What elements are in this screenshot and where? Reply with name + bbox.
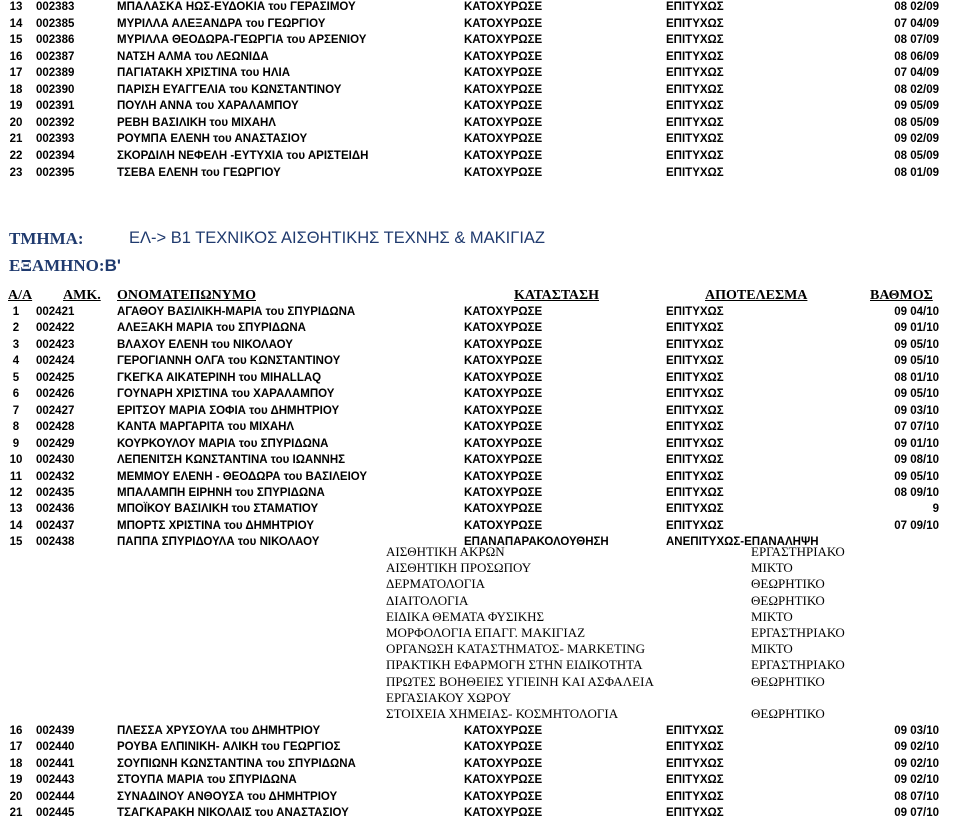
row-amk: 002429	[36, 437, 75, 450]
row-name: ΜΠΟΡΤΣ ΧΡΙΣΤΙΝΑ του ΔΗΜΗΤΡΙΟΥ	[117, 519, 315, 532]
row-state: ΚΑΤΟΧΥΡΩΣΕ	[464, 503, 543, 516]
row-grade: 09 05/10	[894, 338, 939, 351]
row-grade: 09 08/10	[894, 454, 939, 467]
row-state: ΚΑΤΟΧΥΡΩΣΕ	[464, 519, 543, 532]
row-grade: 08 01/09	[894, 166, 939, 179]
table-row	[0, 32, 960, 48]
row-amk: 002392	[36, 116, 75, 129]
row-name: ΚΑΝΤΑ ΜΑΡΓΑΡΙΤΑ του ΜΙΧΑΗΛ	[117, 421, 295, 434]
row-amk: 002427	[36, 404, 75, 417]
subject-name: ΕΙΔΙΚΑ ΘΕΜΑΤΑ ΦΥΣΙΚΗΣ	[386, 608, 545, 624]
row-number: 16	[9, 725, 23, 737]
row-name: ΣΥΝΑΔΙΝΟΥ ΑΝΘΟΥΣΑ του ΔΗΜΗΤΡΙΟΥ	[117, 790, 338, 803]
row-number: 22	[9, 149, 23, 162]
table-row	[0, 469, 960, 485]
row-name: ΒΛΑΧΟΥ ΕΛΕΝΗ του ΝΙΚΟΛΑΟΥ	[117, 338, 293, 351]
table-row	[0, 403, 960, 419]
row-number: 6	[12, 388, 20, 401]
row-grade: 09 05/10	[894, 388, 939, 401]
row-state: ΚΑΤΟΧΥΡΩΣΕ	[464, 725, 543, 737]
row-result: ΕΠΙΤΥΧΩΣ	[666, 322, 724, 335]
table-header	[0, 288, 960, 304]
subject-type: ΕΡΓΑΣΤΗΡΙΑΚΟ	[751, 657, 845, 673]
subject-type: ΕΡΓΑΣΤΗΡΙΑΚΟ	[751, 625, 845, 640]
row-grade: 08 07/10	[894, 790, 939, 803]
row-number: 13	[9, 1, 23, 13]
row-grade: 08 09/10	[894, 486, 939, 499]
row-name: ΠΟΥΛΗ ΑΝΝΑ του ΧΑΡΑΛΑΜΠΟΥ	[117, 100, 299, 113]
row-state: ΚΑΤΟΧΥΡΩΣΕ	[464, 388, 543, 401]
row-result: ΕΠΙΤΥΧΩΣ	[666, 34, 724, 47]
row-grade: 09 03/10	[894, 404, 939, 417]
row-grade: 09 02/09	[894, 133, 939, 146]
row-result: ΕΠΙΤΥΧΩΣ	[666, 437, 724, 450]
table-row	[0, 501, 960, 517]
row-name: ΤΣΕΒΑ ΕΛΕΝΗ του ΓΕΩΡΓΙΟΥ	[117, 166, 281, 179]
row-state: ΚΑΤΟΧΥΡΩΣΕ	[464, 83, 543, 96]
row-grade: 07 04/09	[894, 17, 939, 30]
row-name: ΜΕΜΜΟΥ ΕΛΕΝΗ - ΘΕΟΔΩΡΑ του ΒΑΣΙΛΕΙΟΥ	[117, 470, 368, 483]
table-row	[0, 320, 960, 336]
subject-type: ΜΙΚΤΟ	[751, 608, 793, 624]
row-grade: 08 05/09	[894, 116, 939, 129]
row-name: ΜΥΡΙΛΛΑ ΘΕΟΔΩΡΑ-ΓΕΩΡΓΙΑ του ΑΡΣΕΝΙΟΥ	[117, 34, 367, 47]
row-name: ΚΟΥΡΚΟΥΛΟΥ ΜΑΡΙΑ του ΣΠΥΡΙΔΩΝΑ	[117, 437, 329, 450]
row-result: ΕΠΙΤΥΧΩΣ	[666, 371, 724, 384]
row-amk: 002441	[36, 757, 75, 770]
row-grade: 07 07/10	[894, 421, 939, 434]
row-amk: 002395	[36, 166, 75, 179]
row-result: ΕΠΙΤΥΧΩΣ	[666, 100, 724, 113]
row-amk: 002438	[36, 536, 75, 549]
row-result: ΕΠΙΤΥΧΩΣ	[666, 470, 724, 483]
row-grade: 07 04/09	[894, 67, 939, 80]
semester-label	[9, 256, 121, 276]
table-row	[0, 723, 960, 739]
row-name: ΑΛΕΞΑΚΗ ΜΑΡΙΑ του ΣΠΥΡΙΔΩΝΑ	[117, 322, 306, 335]
row-number: 13	[9, 503, 23, 516]
subject-type: ΘΕΩΡΗΤΙΚΟ	[751, 576, 825, 592]
header-name: ΟΝΟΜΑΤΕΠΩΝΥΜΟ	[117, 288, 256, 303]
tmima-value: ΕΛ-> Β1 ΤΕΧΝΙΚΟΣ ΑΙΣΘΗΤΙΚΗΣ ΤΕΧΝΗΣ & ΜΑΚΙΓΙΑΖ	[129, 229, 546, 247]
row-number: 18	[9, 757, 23, 770]
row-state: ΚΑΤΟΧΥΡΩΣΕ	[464, 371, 543, 384]
row-grade: 9	[932, 503, 939, 516]
row-name: ΑΓΑΘΟΥ ΒΑΣΙΛΙΚΗ-ΜΑΡΙΑ του ΣΠΥΡΙΔΩΝΑ	[117, 306, 356, 318]
table-row	[0, 98, 960, 114]
row-name: ΠΑΠΠΑ ΣΠΥΡΙΔΟΥΛΑ του ΝΙΚΟΛΑΟΥ	[117, 536, 320, 549]
row-result: ΕΠΙΤΥΧΩΣ	[666, 306, 724, 318]
row-amk: 002428	[36, 421, 75, 434]
row-name: ΜΥΡΙΛΛΑ ΑΛΕΞΑΝΔΡΑ του ΓΕΩΡΓΙΟΥ	[117, 17, 326, 30]
subject-type: ΜΙΚΤΟ	[751, 641, 793, 657]
table-row	[0, 756, 960, 772]
row-state: ΚΑΤΟΧΥΡΩΣΕ	[464, 50, 543, 63]
row-grade: 08 01/10	[894, 371, 939, 384]
tmima-label: ΤΜΗΜΑ:	[9, 229, 84, 248]
row-name: ΜΠΑΛΑΣΚΑ ΗΩΣ-ΕΥΔΟΚΙΑ του ΓΕΡΑΣΙΜΟΥ	[117, 1, 356, 13]
row-result: ΕΠΙΤΥΧΩΣ	[666, 166, 724, 179]
row-number: 9	[12, 437, 20, 450]
row-amk: 002390	[36, 83, 75, 96]
row-result: ΕΠΙΤΥΧΩΣ	[666, 67, 724, 80]
row-state: ΚΑΤΟΧΥΡΩΣΕ	[464, 100, 543, 113]
row-grade: 09 05/10	[894, 355, 939, 368]
header-aa: Α/Α	[8, 288, 33, 303]
row-number: 4	[12, 355, 20, 368]
row-amk: 002394	[36, 149, 75, 162]
subject-name: ΑΙΣΘΗΤΙΚΗ ΠΡΟΣΩΠΟΥ	[386, 560, 532, 576]
row-number: 19	[9, 100, 23, 113]
row-amk: 002386	[36, 34, 75, 47]
row-state: ΚΑΤΟΧΥΡΩΣΕ	[464, 1, 543, 13]
row-result: ΕΠΙΤΥΧΩΣ	[666, 503, 724, 516]
row-number: 23	[9, 166, 23, 179]
row-state: ΚΑΤΟΧΥΡΩΣΕ	[464, 306, 543, 318]
row-amk: 002432	[36, 470, 75, 483]
row-number: 17	[9, 67, 23, 80]
row-grade: 09 02/10	[894, 774, 939, 787]
row-name: ΠΛΕΣΣΑ ΧΡΥΣΟΥΛΑ του ΔΗΜΗΤΡΙΟΥ	[117, 725, 321, 737]
row-amk: 002393	[36, 133, 75, 146]
row-state: ΚΑΤΟΧΥΡΩΣΕ	[464, 404, 543, 417]
row-name: ΣΤΟΥΠΑ ΜΑΡΙΑ του ΣΠΥΡΙΔΩΝΑ	[117, 774, 297, 787]
row-result: ΕΠΙΤΥΧΩΣ	[666, 454, 724, 467]
subject-name: ΠΡΩΤΕΣ ΒΟΗΘΕΙΕΣ ΥΓΙΕΙΝΗ ΚΑΙ ΑΣΦΑΛΕΙΑ	[386, 673, 654, 689]
section-title	[129, 229, 545, 248]
row-result: ΑΝΕΠΙΤΥΧΩΣ-ΕΠΑΝΑΛΗΨΗ	[666, 536, 819, 549]
row-state: ΚΑΤΟΧΥΡΩΣΕ	[464, 322, 543, 335]
row-result: ΕΠΙΤΥΧΩΣ	[666, 149, 724, 162]
row-result: ΕΠΙΤΥΧΩΣ	[666, 388, 724, 401]
row-number: 1	[12, 306, 20, 318]
row-number: 21	[9, 807, 23, 819]
row-grade: 08 02/09	[894, 1, 939, 13]
row-state: ΚΑΤΟΧΥΡΩΣΕ	[464, 470, 543, 483]
table-row	[0, 518, 960, 534]
row-name: ΠΑΓΙΑΤΑΚΗ ΧΡΙΣΤΙΝΑ του ΗΛΙΑ	[117, 67, 291, 80]
row-state: ΚΑΤΟΧΥΡΩΣΕ	[464, 338, 543, 351]
row-state: ΚΑΤΟΧΥΡΩΣΕ	[464, 741, 543, 754]
table-row	[0, 65, 960, 81]
row-name: ΓΟΥΝΑΡΗ ΧΡΙΣΤΙΝΑ του ΧΑΡΑΛΑΜΠΟΥ	[117, 388, 335, 401]
row-amk: 002445	[36, 807, 75, 819]
row-result: ΕΠΙΤΥΧΩΣ	[666, 774, 724, 787]
table-row	[0, 82, 960, 98]
table-row	[0, 304, 960, 320]
table-row	[0, 739, 960, 755]
row-amk: 002426	[36, 388, 75, 401]
subject-name: ΑΙΣΘΗΤΙΚΗ ΑΚΡΩΝ	[386, 544, 505, 559]
row-result: ΕΠΙΤΥΧΩΣ	[666, 83, 724, 96]
row-grade: 09 04/10	[894, 306, 939, 318]
row-state: ΚΑΤΟΧΥΡΩΣΕ	[464, 437, 543, 450]
row-number: 12	[9, 486, 23, 499]
row-name: ΠΑΡΙΣΗ ΕΥΑΓΓΕΛΙΑ του ΚΩΝΣΤΑΝΤΙΝΟΥ	[117, 83, 342, 96]
table-row	[0, 386, 960, 402]
subject-name: ΠΡΑΚΤΙΚΗ ΕΦΑΡΜΟΓΗ ΣΤΗΝ ΕΙΔΙΚΟΤΗΤΑ	[386, 657, 643, 673]
row-grade: 08 06/09	[894, 50, 939, 63]
subject-name: ΣΤΟΙΧΕΙΑ ΧΗΜΕΙΑΣ- ΚΟΣΜΗΤΟΛΟΓΙΑ	[386, 706, 619, 721]
row-number: 5	[12, 371, 20, 384]
subject-name: ΟΡΓΑΝΩΣΗ ΚΑΤΑΣΤΗΜΑΤΟΣ- MARKETING	[386, 641, 646, 657]
row-grade: 09 02/10	[894, 741, 939, 754]
row-state: ΚΑΤΟΧΥΡΩΣΕ	[464, 774, 543, 787]
row-name: ΡΕΒΗ ΒΑΣΙΛΙΚΗ του ΜΙΧΑΗΛ	[117, 116, 276, 129]
row-number: 11	[9, 470, 23, 483]
row-name: ΕΡΙΤΣΟΥ ΜΑΡΙΑ ΣΟΦΙΑ του ΔΗΜΗΤΡΙΟΥ	[117, 404, 340, 417]
table-row	[0, 789, 960, 805]
row-result: ΕΠΙΤΥΧΩΣ	[666, 421, 724, 434]
row-number: 15	[9, 536, 23, 549]
row-result: ΕΠΙΤΥΧΩΣ	[666, 133, 724, 146]
row-number: 16	[9, 50, 23, 63]
table-row	[0, 115, 960, 131]
row-number: 15	[9, 34, 23, 47]
row-result: ΕΠΙΤΥΧΩΣ	[666, 355, 724, 368]
header-result: ΑΠΟΤΕΛΕΣΜΑ	[705, 288, 808, 303]
row-amk: 002423	[36, 338, 75, 351]
row-name: ΛΕΠΕΝΙΤΣΗ ΚΩΝΣΤΑΝΤΙΝΑ του ΙΩΑΝΝΗΣ	[117, 454, 346, 467]
row-state: ΚΑΤΟΧΥΡΩΣΕ	[464, 17, 543, 30]
table-row	[0, 0, 960, 15]
row-grade: 09 05/09	[894, 100, 939, 113]
subject-type: ΘΕΩΡΗΤΙΚΟ	[751, 592, 825, 608]
row-result: ΕΠΙΤΥΧΩΣ	[666, 1, 724, 13]
row-number: 17	[9, 741, 23, 754]
header-grade: ΒΑΘΜΟΣ	[870, 288, 933, 303]
row-state: ΚΑΤΟΧΥΡΩΣΕ	[464, 807, 543, 819]
subject-type: ΘΕΩΡΗΤΙΚΟ	[751, 706, 825, 721]
table-row	[0, 16, 960, 32]
row-name: ΝΑΤΣΗ ΑΛΜΑ του ΛΕΩΝΙΔΑ	[117, 50, 269, 63]
row-result: ΕΠΙΤΥΧΩΣ	[666, 50, 724, 63]
row-amk: 002424	[36, 355, 75, 368]
row-state: ΚΑΤΟΧΥΡΩΣΕ	[464, 133, 543, 146]
row-number: 10	[9, 454, 23, 467]
row-number: 19	[9, 774, 23, 787]
row-amk: 002430	[36, 454, 75, 467]
row-amk: 002391	[36, 100, 75, 113]
row-grade: 08 07/09	[894, 34, 939, 47]
row-state: ΚΑΤΟΧΥΡΩΣΕ	[464, 454, 543, 467]
table-row	[0, 148, 960, 164]
row-amk: 002387	[36, 50, 75, 63]
row-amk: 002421	[36, 306, 75, 318]
row-state: ΚΑΤΟΧΥΡΩΣΕ	[464, 355, 543, 368]
subject-type: ΜΙΚΤΟ	[751, 560, 793, 576]
row-name: ΓΕΡΟΓΙΑΝΝΗ ΟΛΓΑ του ΚΩΝΣΤΑΝΤΙΝΟΥ	[117, 355, 341, 368]
row-state: ΚΑΤΟΧΥΡΩΣΕ	[464, 486, 543, 499]
row-grade: 09 02/10	[894, 757, 939, 770]
row-name: ΡΟΥΒΑ ΕΛΠΙΝΙΚΗ- ΑΛΙΚΗ του ΓΕΩΡΓΙΟΣ	[117, 741, 341, 754]
row-result: ΕΠΙΤΥΧΩΣ	[666, 741, 724, 754]
table-row	[0, 805, 960, 821]
row-amk: 002437	[36, 519, 75, 532]
eksamino-value: Β'	[104, 256, 121, 275]
row-result: ΕΠΙΤΥΧΩΣ	[666, 17, 724, 30]
row-number: 8	[12, 421, 20, 434]
subject-name: ΔΕΡΜΑΤΟΛΟΓΙΑ	[386, 576, 486, 592]
header-state: ΚΑΤΑΣΤΑΣΗ	[514, 288, 600, 303]
subject-name: ΔΙΑΙΤΟΛΟΓΙΑ	[386, 592, 469, 608]
row-grade: 09 03/10	[894, 725, 939, 737]
row-result: ΕΠΙΤΥΧΩΣ	[666, 807, 724, 819]
row-amk: 002439	[36, 725, 75, 737]
table-row	[0, 436, 960, 452]
row-state: ΚΑΤΟΧΥΡΩΣΕ	[464, 757, 543, 770]
row-result: ΕΠΙΤΥΧΩΣ	[666, 790, 724, 803]
row-name: ΣΟΥΠΙΩΝΗ ΚΩΝΣΤΑΝΤΙΝΑ του ΣΠΥΡΙΔΩΝΑ	[117, 757, 356, 770]
table-row	[0, 165, 960, 181]
row-name: ΜΠΟΪΚΟΥ ΒΑΣΙΛΙΚΗ του ΣΤΑΜΑΤΙΟΥ	[117, 503, 319, 516]
row-state: ΚΑΤΟΧΥΡΩΣΕ	[464, 149, 543, 162]
table-row	[0, 452, 960, 468]
row-amk: 002422	[36, 322, 75, 335]
table-row	[0, 337, 960, 353]
row-name: ΜΠΑΛΑΜΠΗ ΕΙΡΗΝΗ του ΣΠΥΡΙΔΩΝΑ	[117, 486, 325, 499]
row-name: ΓΚΕΓΚΑ ΑΙΚΑΤΕΡΙΝΗ του MIHALLAQ	[117, 371, 322, 384]
section-label	[9, 229, 84, 249]
subject-type: ΘΕΩΡΗΤΙΚΟ	[751, 673, 825, 689]
row-amk: 002440	[36, 741, 75, 754]
eksamino-label: ΕΞΑΜΗΝΟ:	[9, 256, 105, 275]
table-row	[0, 49, 960, 65]
table-row	[0, 419, 960, 435]
row-amk: 002389	[36, 67, 75, 80]
table-row	[0, 131, 960, 147]
row-result: ΕΠΙΤΥΧΩΣ	[666, 116, 724, 129]
row-state: ΚΑΤΟΧΥΡΩΣΕ	[464, 790, 543, 803]
header-amk: ΑΜΚ.	[63, 288, 101, 303]
row-number: 7	[12, 404, 20, 417]
row-grade: 07 09/10	[894, 519, 939, 532]
row-number: 20	[9, 790, 23, 803]
row-grade: 09 05/10	[894, 470, 939, 483]
row-state: ΚΑΤΟΧΥΡΩΣΕ	[464, 166, 543, 179]
row-grade: 08 05/09	[894, 149, 939, 162]
row-amk: 002436	[36, 503, 75, 516]
table-row	[0, 485, 960, 501]
row-result: ΕΠΙΤΥΧΩΣ	[666, 404, 724, 417]
row-amk: 002444	[36, 790, 75, 803]
row-number: 21	[9, 133, 23, 146]
row-number: 14	[9, 519, 23, 532]
row-amk: 002425	[36, 371, 75, 384]
subject-type: ΕΡΓΑΣΤΗΡΙΑΚΟ	[751, 544, 845, 559]
row-amk: 002435	[36, 486, 75, 499]
row-result: ΕΠΙΤΥΧΩΣ	[666, 338, 724, 351]
table-row	[0, 353, 960, 369]
row-grade: 08 02/09	[894, 83, 939, 96]
row-state: ΚΑΤΟΧΥΡΩΣΕ	[464, 421, 543, 434]
row-result: ΕΠΙΤΥΧΩΣ	[666, 725, 724, 737]
row-name: ΡΟΥΜΠΑ ΕΛΕΝΗ του ΑΝΑΣΤΑΣΙΟΥ	[117, 133, 308, 146]
row-result: ΕΠΙΤΥΧΩΣ	[666, 486, 724, 499]
row-result: ΕΠΙΤΥΧΩΣ	[666, 519, 724, 532]
row-number: 2	[12, 322, 20, 335]
row-number: 20	[9, 116, 23, 129]
row-grade: 09 01/10	[894, 322, 939, 335]
row-result: ΕΠΙΤΥΧΩΣ	[666, 757, 724, 770]
row-grade: 09 07/10	[894, 807, 939, 819]
row-name: ΣΚΟΡΔΙΛΗ ΝΕΦΕΛΗ -ΕΥΤΥΧΙΑ του ΑΡΙΣΤΕΙΔΗ	[117, 149, 369, 162]
row-number: 3	[12, 338, 20, 351]
row-state: ΕΠΑΝΑΠΑΡΑΚΟΛΟΥΘΗΣΗ	[464, 536, 609, 549]
row-state: ΚΑΤΟΧΥΡΩΣΕ	[464, 116, 543, 129]
row-name: ΤΣΑΓΚΑΡΑΚΗ ΝΙΚΟΛΑΙΣ του ΑΝΑΣΤΑΣΙΟΥ	[117, 807, 349, 819]
row-state: ΚΑΤΟΧΥΡΩΣΕ	[464, 34, 543, 47]
row-amk: 002443	[36, 774, 75, 787]
row-grade: 09 01/10	[894, 437, 939, 450]
row-amk: 002385	[36, 17, 75, 30]
subject-name: ΜΟΡΦΟΛΟΓΙΑ ΕΠΑΓΓ. ΜΑΚΙΓΙΑΖ	[386, 625, 586, 640]
row-state: ΚΑΤΟΧΥΡΩΣΕ	[464, 67, 543, 80]
subject-name: ΕΡΓΑΣΙΑΚΟΥ ΧΩΡΟΥ	[386, 689, 512, 705]
table-row	[0, 370, 960, 386]
table-row	[0, 772, 960, 788]
row-number: 18	[9, 83, 23, 96]
row-amk: 002383	[36, 1, 75, 13]
row-number: 14	[9, 17, 23, 30]
